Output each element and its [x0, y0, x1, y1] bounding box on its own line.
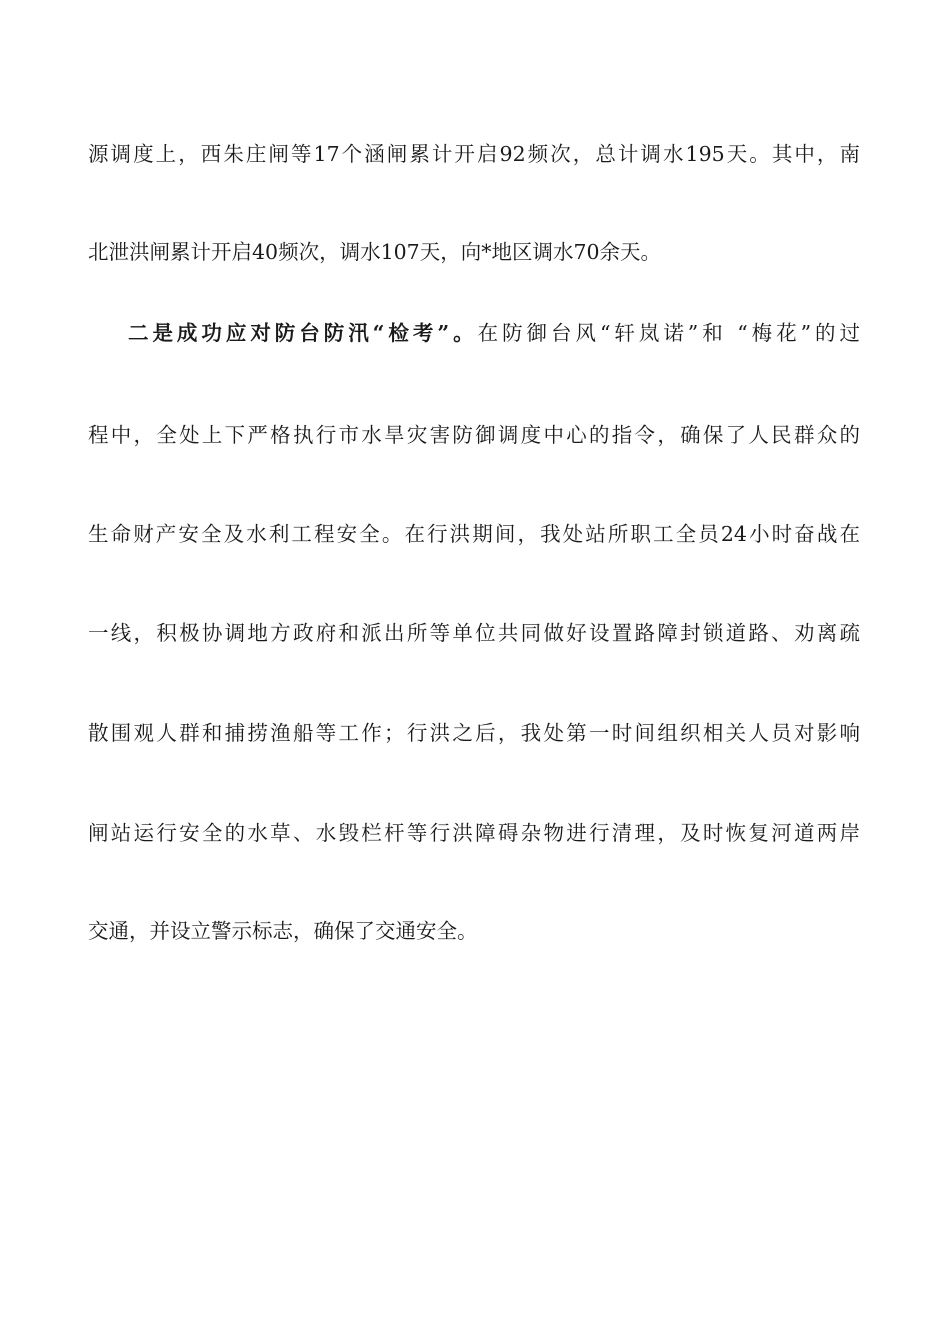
paragraph-line: 北泄洪闸累计开启40频次，调水107天，向*地区调水70余天。 [88, 240, 662, 264]
paragraph-line: 生命财产安全及水利工程安全。在行洪期间，我处站所职工全员24小时奋战在 [88, 522, 860, 546]
section-heading: 二是成功应对防台防汛“检考”。 [128, 321, 478, 345]
paragraph-line: 一线，积极协调地方政府和派出所等单位共同做好设置路障封锁道路、劝离疏 [88, 621, 860, 645]
paragraph-line: 程中，全处上下严格执行市水旱灾害防御调度中心的指令，确保了人民群众的 [88, 423, 860, 447]
paragraph-line: 闸站运行安全的水草、水毁栏杆等行洪障碍杂物进行清理，及时恢复河道两岸 [88, 821, 860, 845]
paragraph-line: 散围观人群和捕捞渔船等工作；行洪之后，我处第一时间组织相关人员对影响 [88, 721, 860, 745]
paragraph-line: 交通，并设立警示标志，确保了交通安全。 [88, 919, 478, 943]
paragraph-line [128, 318, 860, 348]
paragraph-line: 源调度上，西朱庄闸等17个涵闸累计开启92频次，总计调水195天。其中，南 [88, 142, 860, 166]
paragraph-text: 在防御台风“轩岚诺”和 “梅花”的过 [477, 321, 860, 345]
